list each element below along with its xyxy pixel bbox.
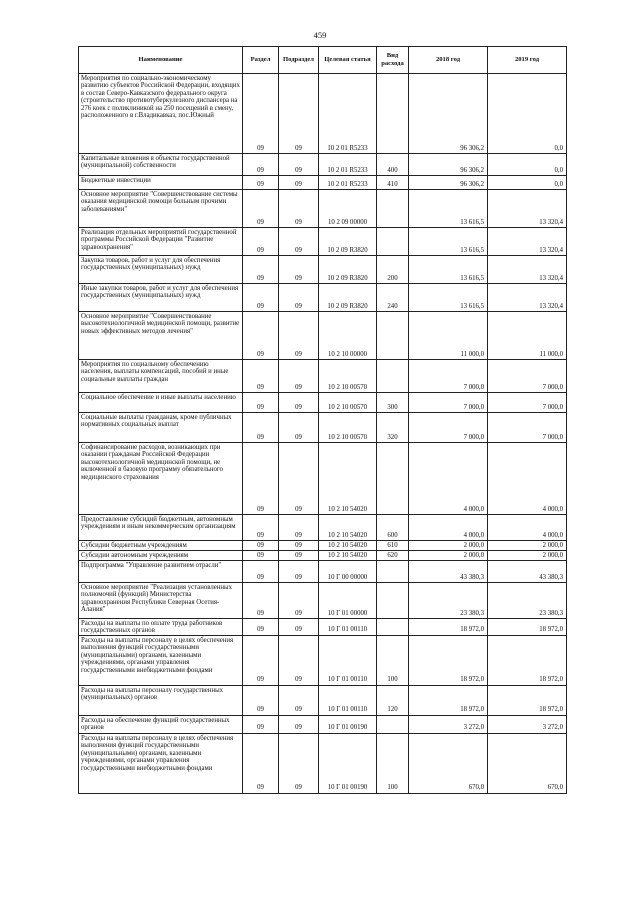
table-row [79,228,567,256]
cell-2019: 43 380,3 [488,561,567,583]
cell-vid: 120 [377,685,409,715]
cell-razdel: 09 [243,176,279,190]
cell-vid: 320 [377,413,409,443]
cell-2018: 2 000,0 [409,541,488,551]
cell-article: 10 2 09 R3820 [319,228,377,256]
cell-podrazdel: 09 [279,74,319,154]
cell-2018: 7 000,0 [409,360,488,393]
cell-name: Основное мероприятие "Реализация установленных полномочий (функций) Министерства здравоохранения Республики Северная Осетия-Алания" [79,583,243,619]
cell-razdel: 09 [243,733,279,793]
cell-podrazdel: 09 [279,312,319,360]
cell-razdel: 09 [243,635,279,685]
cell-vid: 240 [377,284,409,312]
cell-name: Субсидии бюджетным учреждениям [79,541,243,551]
page-number: 459 [313,30,327,40]
cell-name: Социальное обеспечение и иные выплаты населению [79,393,243,413]
cell-2019: 18 972,0 [488,619,567,636]
table-row [79,443,567,515]
cell-podrazdel: 09 [279,228,319,256]
cell-podrazdel: 09 [279,413,319,443]
table-row [79,360,567,393]
cell-article: 10 2 10 54020 [319,551,377,561]
cell-2019: 13 320,4 [488,284,567,312]
cell-razdel: 09 [243,360,279,393]
cell-2018: 43 380,3 [409,561,488,583]
cell-vid [377,190,409,228]
cell-razdel: 09 [243,312,279,360]
cell-podrazdel: 09 [279,685,319,715]
cell-article: 10 Г 01 00190 [319,733,377,793]
cell-2019: 23 380,3 [488,583,567,619]
header-razdel: Раздел [243,47,279,74]
cell-article: 10 Г 01 00110 [319,635,377,685]
cell-razdel: 09 [243,443,279,515]
cell-2018: 96 306,2 [409,176,488,190]
cell-2019: 11 000,0 [488,312,567,360]
cell-2018: 13 616,5 [409,190,488,228]
table-row [79,715,567,733]
cell-article: 10 2 01 R5233 [319,74,377,154]
cell-podrazdel: 09 [279,561,319,583]
cell-vid [377,443,409,515]
cell-razdel: 09 [243,541,279,551]
table-row [79,190,567,228]
cell-podrazdel: 09 [279,443,319,515]
cell-podrazdel: 09 [279,551,319,561]
cell-podrazdel: 09 [279,154,319,176]
cell-2019: 7 000,0 [488,413,567,443]
cell-2018: 13 616,5 [409,228,488,256]
header-2018: 2018 год [409,47,488,74]
table-row [79,551,567,561]
cell-article: 10 Г 01 00110 [319,619,377,636]
table-row [79,583,567,619]
table-header-row [79,47,567,74]
table-row [79,541,567,551]
cell-name: Основное мероприятие "Совершенствование системы оказания медицинской помощи больным прочими заболеваниями" [79,190,243,228]
cell-podrazdel: 09 [279,541,319,551]
cell-razdel: 09 [243,515,279,541]
cell-name: Реализация отдельных мероприятий государственной программы Российской Федерации "Развитие здравоохранения" [79,228,243,256]
table-row [79,561,567,583]
cell-2018: 4 000,0 [409,515,488,541]
cell-name: Предоставление субсидий бюджетным, автономным учреждениям и иным некоммерческим организациям [79,515,243,541]
cell-name: Капитальные вложения в объекты государственной (муниципальной) собственности [79,154,243,176]
cell-podrazdel: 09 [279,635,319,685]
cell-2018: 3 272,0 [409,715,488,733]
cell-vid [377,619,409,636]
cell-2018: 23 380,3 [409,583,488,619]
cell-article: 10 2 10 54020 [319,443,377,515]
cell-name: Расходы на выплаты персоналу в целях обеспечения выполнения функций государственными (муниципальными) органами, казенными учреждениями, органами управления государственными внебюджетными фондами [79,635,243,685]
cell-article: 10 Г 01 00190 [319,715,377,733]
cell-vid: 100 [377,635,409,685]
cell-podrazdel: 09 [279,360,319,393]
cell-2019: 13 320,4 [488,190,567,228]
cell-razdel: 09 [243,413,279,443]
table-row [79,393,567,413]
cell-vid [377,583,409,619]
table-row [79,413,567,443]
table-row [79,154,567,176]
cell-name: Расходы на обеспечение функций государственных органов [79,715,243,733]
cell-name: Мероприятия по социально-экономическому развитию субъектов Российской Федерации, входящих в состав Северо-Кавказского федерального округа (строительство противотуберкулезного диспансера на 276 коек с поликлиникой на 250 посещений в смену, расположенного в г.Владикавказ, пос.Южный [79,74,243,154]
cell-2019: 13 320,4 [488,228,567,256]
cell-razdel: 09 [243,154,279,176]
header-podrazdel: Подраздел [279,47,319,74]
cell-article: 10 2 01 R5233 [319,176,377,190]
cell-vid [377,561,409,583]
cell-name: Расходы на выплаты персоналу в целях обеспечения выполнения функций государственными (муниципальными) органами, казенными учреждениями, органами управления государственными внебюджетными фондами [79,733,243,793]
cell-podrazdel: 09 [279,715,319,733]
cell-article: 10 2 10 00000 [319,312,377,360]
cell-razdel: 09 [243,715,279,733]
cell-article: 10 2 09 R3820 [319,284,377,312]
cell-name: Бюджетные инвестиции [79,176,243,190]
cell-vid [377,312,409,360]
cell-razdel: 09 [243,190,279,228]
cell-podrazdel: 09 [279,619,319,636]
cell-2019: 4 000,0 [488,515,567,541]
cell-article: 10 Г 01 00000 [319,583,377,619]
table-row [79,256,567,284]
table-row [79,685,567,715]
cell-article: 10 2 10 54020 [319,515,377,541]
cell-article: 10 2 09 00000 [319,190,377,228]
cell-vid: 300 [377,393,409,413]
cell-2019: 18 972,0 [488,635,567,685]
cell-2019: 18 972,0 [488,685,567,715]
cell-razdel: 09 [243,393,279,413]
cell-vid: 410 [377,176,409,190]
cell-name: Мероприятия по социальному обеспечению населения, выплаты компенсаций, пособий и иные социальные выплаты граждан [79,360,243,393]
table-row [79,515,567,541]
cell-2019: 2 000,0 [488,551,567,561]
cell-name: Основное мероприятие "Совершенствование высокотехнологичной медицинской помощи, развитие новых эффективных методов лечения" [79,312,243,360]
cell-vid: 610 [377,541,409,551]
table-row [79,284,567,312]
header-article: Целевая статья [319,47,377,74]
cell-vid: 400 [377,154,409,176]
table-row [79,312,567,360]
cell-name: Социальные выплаты гражданам, кроме публичных нормативных социальных выплат [79,413,243,443]
cell-razdel: 09 [243,583,279,619]
cell-article: 10 2 10 00570 [319,360,377,393]
cell-vid: 600 [377,515,409,541]
table-row [79,733,567,793]
cell-vid: 620 [377,551,409,561]
cell-podrazdel: 09 [279,190,319,228]
cell-name: Иные закупки товаров, работ и услуг для обеспечения государственных (муниципальных) нужд [79,284,243,312]
cell-2019: 13 320,4 [488,256,567,284]
cell-2019: 670,0 [488,733,567,793]
cell-razdel: 09 [243,256,279,284]
cell-2018: 18 972,0 [409,635,488,685]
cell-razdel: 09 [243,561,279,583]
cell-razdel: 09 [243,284,279,312]
cell-vid [377,715,409,733]
cell-2019: 3 272,0 [488,715,567,733]
cell-name: Расходы на выплаты персоналу государственных (муниципальных) органов [79,685,243,715]
cell-2018: 7 000,0 [409,393,488,413]
cell-2018: 96 306,2 [409,74,488,154]
table-row [79,619,567,636]
cell-2018: 18 972,0 [409,685,488,715]
cell-podrazdel: 09 [279,583,319,619]
cell-name: Закупка товаров, работ и услуг для обеспечения государственных (муниципальных) нужд [79,256,243,284]
cell-name: Софинансирование расходов, возникающих при оказании гражданам Российской Федерации высокотехнологичной медицинской помощи, не включенной в базовую программу обязательного медицинского страхования [79,443,243,515]
cell-2018: 670,0 [409,733,488,793]
cell-vid: 200 [377,256,409,284]
cell-2018: 2 000,0 [409,551,488,561]
cell-razdel: 09 [243,551,279,561]
cell-2018: 11 000,0 [409,312,488,360]
cell-razdel: 09 [243,619,279,636]
cell-podrazdel: 09 [279,256,319,284]
cell-vid: 100 [377,733,409,793]
budget-table [78,46,567,794]
cell-2019: 4 000,0 [488,443,567,515]
cell-article: 10 2 10 00570 [319,393,377,413]
header-2019: 2019 год [488,47,567,74]
header-name: Наименование [79,47,243,74]
cell-article: 10 Г 01 00110 [319,685,377,715]
cell-article: 10 2 01 R5233 [319,154,377,176]
table-body [79,74,567,794]
table-row [79,635,567,685]
cell-2018: 96 306,2 [409,154,488,176]
cell-2019: 7 000,0 [488,393,567,413]
cell-podrazdel: 09 [279,393,319,413]
cell-podrazdel: 09 [279,284,319,312]
cell-razdel: 09 [243,74,279,154]
cell-2019: 0,0 [488,74,567,154]
cell-article: 10 Г 00 00000 [319,561,377,583]
cell-podrazdel: 09 [279,515,319,541]
cell-razdel: 09 [243,685,279,715]
cell-2019: 0,0 [488,154,567,176]
cell-2019: 7 000,0 [488,360,567,393]
table-row [79,176,567,190]
cell-2018: 13 616,5 [409,256,488,284]
cell-2018: 7 000,0 [409,413,488,443]
cell-2018: 13 616,5 [409,284,488,312]
cell-vid [377,74,409,154]
cell-vid [377,360,409,393]
cell-article: 10 2 10 00570 [319,413,377,443]
cell-2019: 0,0 [488,176,567,190]
header-vid: Вид расхода [377,47,409,74]
cell-name: Расходы на выплаты по оплате труда работников государственных органов [79,619,243,636]
cell-2018: 4 000,0 [409,443,488,515]
cell-article: 10 2 09 R3820 [319,256,377,284]
cell-razdel: 09 [243,228,279,256]
cell-2019: 2 000,0 [488,541,567,551]
table-row [79,74,567,154]
cell-podrazdel: 09 [279,176,319,190]
cell-2018: 18 972,0 [409,619,488,636]
cell-name: Субсидии автономным учреждениям [79,551,243,561]
cell-article: 10 2 10 54020 [319,541,377,551]
cell-name: Подпрограмма "Управление развитием отрасли" [79,561,243,583]
cell-podrazdel: 09 [279,733,319,793]
cell-vid [377,228,409,256]
